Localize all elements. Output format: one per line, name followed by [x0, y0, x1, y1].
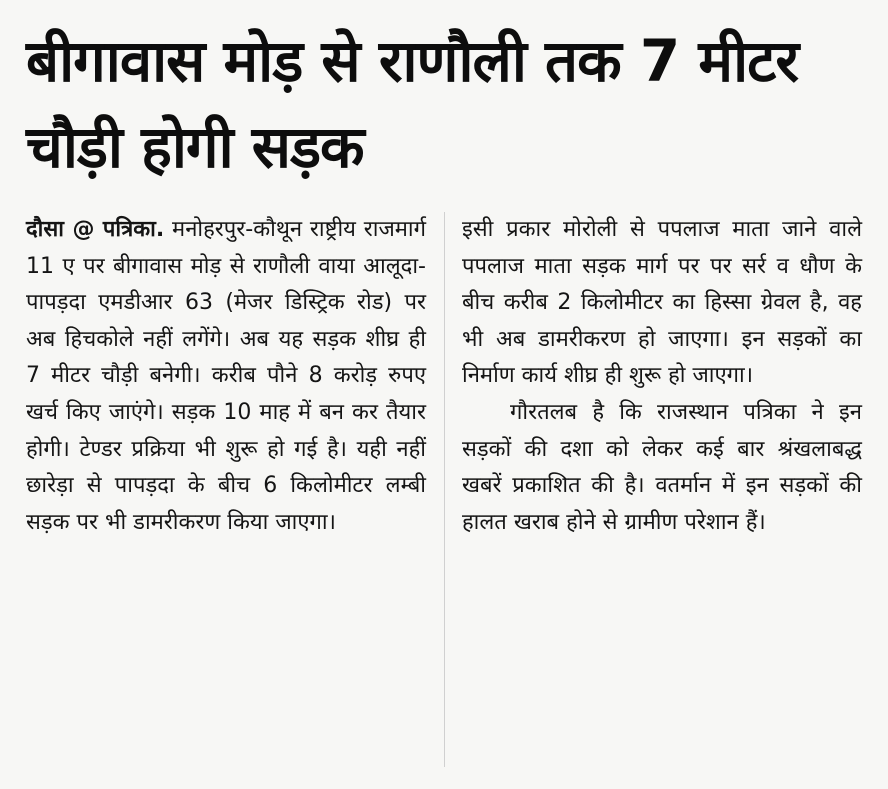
article-paragraph-right-2: गौरतलब है कि राजस्थान पत्रिका ने इन सड़कों की दशा को लेकर कई बार श्रंखलाबद्ध खबरें प्रकाशित की है। वतर्मान में इन सड़कों की हालत खराब होने से ग्रामीण परेशान हैं।: [462, 399, 862, 535]
article-column-right: [462, 212, 862, 541]
column-divider: [444, 212, 445, 767]
dateline: दौसा @ पत्रिका.: [26, 217, 165, 242]
article-text-left: मनोहरपुर-कौथून राष्ट्रीय राजमार्ग 11 ए पर बीगावास मोड़ से राणौली वाया आलूदा-पापड़दा एमडीआर 63 (मेजर डिस्ट्रिक रोड) पर अब हिचकोले नहीं लगेंगे। अब यह सड़क शीघ्र ही 7 मीटर चौड़ी बनेगी। करीब पौने 8 करोड़ रुपए खर्च किए जाएंगे। सड़क 10 माह में बन कर तैयार होगी। टेण्डर प्रक्रिया भी शुरू हो गई है। यही नहीं छारेड़ा से पापड़दा के बीच 6 किलोमीटर लम्बी सड़क पर भी डामरीकरण किया जाएगा।: [26, 217, 427, 535]
article-paragraph-right-1: इसी प्रकार मोरोली से पपलाज माता जाने वाले पपलाज माता सड़क मार्ग पर पर सर्र व धौण के बीच करीब 2 किलोमीटर का हिस्सा ग्रेवल है, वह भी अब डामरीकरण हो जाएगा। इन सड़कों का निर्माण कार्य शीघ्र ही शुरू हो जाएगा।: [462, 217, 862, 389]
headline: बीगावास मोड़ से राणौली तक 7 मीटर चौड़ी होगी सड़क: [26, 27, 799, 181]
article-column-left: [26, 212, 426, 541]
article-paragraph: [26, 212, 426, 541]
